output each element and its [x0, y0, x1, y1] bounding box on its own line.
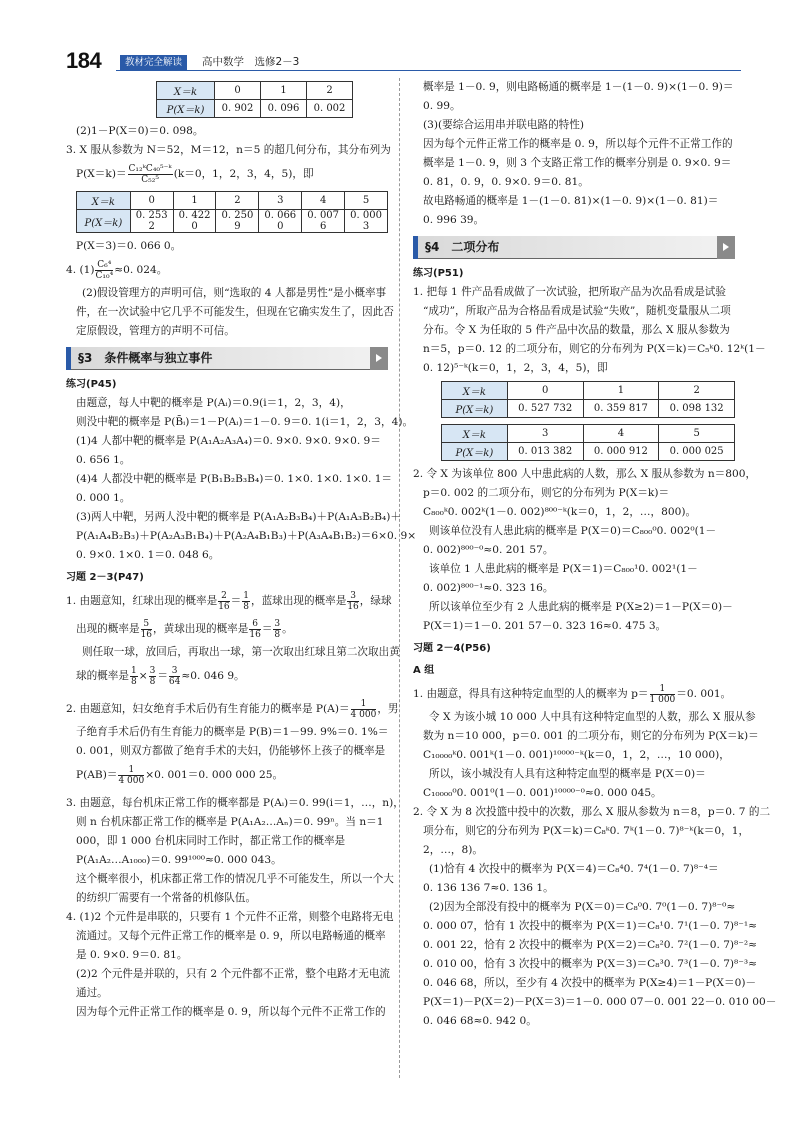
- distribution-table-a: [441, 381, 735, 418]
- text-line: 0. 000 07，恰有 1 次投中的概率为 P(X＝1)＝C₈¹0. 7¹(1－0. 7)⁸⁻¹≈: [423, 920, 758, 932]
- fraction-denominator: 4 000: [350, 709, 377, 720]
- text-span: ，绿球: [359, 595, 392, 607]
- fraction: [218, 591, 229, 612]
- text-line: 0. 000 1。: [76, 492, 131, 504]
- table-cell: 2: [307, 82, 353, 100]
- text-line: 通过。: [76, 987, 108, 999]
- fraction-numerator: 5: [141, 619, 152, 630]
- text-span: 1. 由题意，得具有这种特定血型的人的概率为 p＝: [413, 688, 649, 700]
- text-line: 0. 002)⁸⁰⁰⁻¹≈0. 323 16。: [423, 582, 554, 594]
- distribution-table-b: [441, 424, 735, 461]
- text-line: 0. 046 68，所以，至少有 4 次投中的概率为 P(X≥4)＝1－P(X＝0)－: [423, 977, 757, 989]
- table-row: [442, 382, 735, 400]
- fraction-numerator: 1: [351, 699, 377, 710]
- table-cell: 0. 066 0: [259, 210, 302, 233]
- text-line: 0. 001，则双方都做了绝育手术的夫妇，仍能够怀上孩子的概率是: [76, 745, 386, 757]
- text-line: (4)4 人都没中靶的概率是 P(B₁B₂B₃B₄)＝0. 1×0. 1×0. 1×0. 1＝: [76, 473, 393, 485]
- table-row: [442, 400, 735, 418]
- text-line: 0. 136 136 7≈0. 136 1。: [423, 882, 554, 894]
- formula-line: [66, 695, 399, 723]
- section-title: §4 二项分布: [425, 240, 500, 254]
- table-cell: 0. 007 6: [302, 210, 345, 233]
- table-row: [77, 210, 388, 233]
- table-cell: P(X＝k): [442, 443, 508, 461]
- fraction-denominator: 16: [218, 601, 230, 612]
- text-line: (2)假设管理方的声明可信，则“选取的 4 人都是男性”是小概率事: [82, 287, 387, 299]
- text-span: 1. 由题意知，红球出现的概率是: [66, 595, 218, 607]
- formula-line: [413, 680, 735, 708]
- text-line: P(A₁A₄B₂B₃)＋P(A₂A₃B₁B₄)＋P(A₂A₄B₁B₃)＋P(A₃A₄B₁B₂)＝6×0. 9×: [76, 530, 417, 542]
- section-bar: [413, 236, 418, 259]
- exercise-heading: 习题 2－3(P47): [66, 572, 144, 583]
- text-span: ≈0. 046 9。: [181, 670, 245, 682]
- table-cell: 5: [659, 425, 735, 443]
- fraction: [128, 164, 173, 185]
- text-line: C₁₀₀₀₀ᵏ0. 001ᵏ(1－0. 001)¹⁰⁰⁰⁰⁻ᵏ(k＝0，1，2，…，10 000)，: [423, 749, 730, 761]
- text-line: 因为每个元件正常工作的概率是 0. 9，所以每个元件不正常工作的: [76, 1006, 386, 1018]
- text-line: 令 X 为该小城 10 000 人中具有这种特定血型的人数，那么 X 服从参: [429, 711, 756, 723]
- text-line: (3)(要综合运用串并联电路的特性): [423, 119, 584, 131]
- table-cell: 5: [345, 192, 388, 210]
- text-line: 2，…，8)。: [423, 844, 483, 856]
- text-span: ＝: [157, 670, 168, 682]
- table-cell: 4: [583, 425, 659, 443]
- text-line: 项分布，则它的分布列为 P(X＝k)＝C₈ᵏ0. 7ᵏ(1－0. 7)⁸⁻ᵏ(k＝0，1，: [423, 825, 750, 837]
- text-line: 0. 656 1。: [76, 454, 131, 466]
- table-cell: 1: [173, 192, 216, 210]
- text-line: 分布。令 X 为任取的 5 件产品中次品的数量，那么 X 服从参数为: [423, 324, 730, 336]
- text-line: P(X＝1)＝1－0. 201 57－0. 323 16≈0. 475 3。: [423, 620, 667, 632]
- table-cell: 0. 359 817: [583, 400, 659, 418]
- text-span: ＝0. 001。: [676, 688, 732, 700]
- text-span: (k＝0，1，2，3，4，5)，即: [173, 168, 314, 180]
- section-heading-4: [413, 236, 735, 259]
- text-line: 0. 046 68≈0. 942 0。: [423, 1015, 537, 1027]
- text-line: 概率是 1－0. 9，则电路畅通的概率是 1－(1－0. 9)×(1－0. 9)＝: [423, 81, 734, 93]
- text-line: 则任取一球，放回后，再取出一球，第一次取出红球且第二次取出黄: [82, 646, 400, 658]
- distribution-table-2: [76, 191, 388, 233]
- text-line: 1. 把每 1 件产品看成做了一次试验，把所取产品为次品看成是试验: [413, 286, 726, 298]
- text-span: 球的概率是: [76, 670, 129, 682]
- table-cell: 0. 000 912: [583, 443, 659, 461]
- table-cell: 3: [507, 425, 583, 443]
- fraction-denominator: C₅₂⁵: [141, 174, 159, 185]
- text-line: (1)恰有 4 次投中的概率为 P(X＝4)＝C₈⁴0. 7⁴(1－0. 7)⁸⁻⁴＝: [429, 863, 719, 875]
- table-cell: 1: [583, 382, 659, 400]
- text-line: (3)两人中靶，另两人没中靶的概率是 P(A₁A₂B₃B₄)＋P(A₁A₃B₂B₄)＋: [76, 511, 401, 523]
- fraction-numerator: 2: [218, 591, 229, 602]
- distribution-table-1: [156, 81, 353, 118]
- text-span: ，蓝球出现的概率是: [250, 595, 347, 607]
- text-span: ，男: [377, 703, 399, 715]
- fraction-denominator: 8: [243, 601, 249, 612]
- fraction-numerator: 1: [118, 765, 144, 776]
- table-cell: X＝k: [442, 382, 508, 400]
- text-span: ＝: [261, 623, 273, 635]
- text-line: P(A₁A₂…A₁₀₀₀)＝0. 99¹⁰⁰⁰≈0. 000 043。: [76, 854, 282, 866]
- text-line: 件，在一次试验中它几乎不可能发生，但现在它确实发生了，因此否: [76, 306, 394, 318]
- table-cell: 0. 098 132: [659, 400, 735, 418]
- text-line: 则没中靶的概率是 P(B̄ᵢ)＝1－P(Aᵢ)＝1－0. 9＝0. 1(i＝1，2，3，4)。: [76, 416, 414, 428]
- table-cell: 0. 250 9: [216, 210, 259, 233]
- fraction-denominator: C₁₀⁴: [95, 270, 114, 281]
- fraction-numerator: C₆⁴: [97, 259, 112, 270]
- text-line: 0. 996 39。: [423, 214, 485, 226]
- fraction: [169, 666, 180, 687]
- text-line: 因为每个元件正常工作的概率是 0. 9，所以每个元件不正常工作的: [423, 138, 733, 150]
- page-number: 184: [66, 48, 102, 73]
- text-line: 则该单位没有人患此病的概率是 P(X＝0)＝C₈₀₀⁰0. 002⁰(1－: [429, 525, 717, 537]
- table-row: [157, 82, 353, 100]
- table-row: [442, 425, 735, 443]
- header-rule: [116, 70, 741, 71]
- fraction: [141, 619, 152, 640]
- table-row: [442, 443, 735, 461]
- text-span: 4. (1): [66, 264, 95, 276]
- fraction: [118, 765, 144, 786]
- table-cell: 0: [507, 382, 583, 400]
- text-span: 。: [282, 623, 293, 635]
- fraction-numerator: 3: [274, 618, 281, 629]
- table-row: [157, 100, 353, 118]
- text-line: 该单位 1 人患此病的概率是 P(X＝1)＝C₈₀₀¹0. 002¹(1－: [429, 563, 698, 575]
- text-line: 3. X 服从参数为 N＝52，M＝12，n＝5 的超几何分布，其分布列为: [66, 144, 391, 156]
- text-line: 3. 由题意，每台机床正常工作的概率都是 P(Aᵢ)＝0. 99(i＝1，…，n)，: [66, 797, 404, 809]
- fraction-denominator: 8: [149, 676, 156, 687]
- formula-line: [66, 761, 388, 789]
- fraction-denominator: 16: [140, 629, 153, 640]
- table-cell: 4: [302, 192, 345, 210]
- text-line: 2. 令 X 为 8 次投篮中投中的次数，那么 X 服从参数为 n＝8，p＝0. 7 的二: [413, 806, 771, 818]
- text-line: n＝5，p＝0. 12 的二项分布，则它的分布列为 P(X＝k)＝C₅ᵏ0. 12ᵏ(1－: [423, 343, 766, 355]
- arrow-icon: [370, 347, 388, 370]
- table-cell: 0. 013 382: [507, 443, 583, 461]
- text-span: ，黄球出现的概率是: [153, 623, 249, 635]
- text-line: “成功”，所取产品为合格品看成是试验“失败”，随机变量服从二项: [423, 305, 731, 317]
- arrow-icon: [717, 236, 735, 259]
- fraction-denominator: 8: [130, 676, 137, 687]
- fraction-denominator: 8: [274, 629, 281, 640]
- fraction: [351, 699, 377, 720]
- text-line: 4. (1)2 个元件是串联的，只要有 1 个元件不正常，则整个电路将无电: [66, 911, 394, 923]
- right-column: [413, 78, 777, 1031]
- formula-line: [66, 662, 388, 690]
- formula-line: [66, 160, 388, 188]
- text-line: (1)4 人都中靶的概率是 P(A₁A₂A₃A₄)＝0. 9×0. 9×0. 9×0. 9＝: [76, 435, 381, 447]
- section-title: §3 条件概率与独立事件: [78, 351, 213, 365]
- table-cell: X＝k: [442, 425, 508, 443]
- table-cell: 3: [259, 192, 302, 210]
- fraction: [95, 260, 113, 281]
- text-line: 概率是 1－0. 9，则 3 个支路正常工作的概率分别是 0. 9×0. 9＝: [423, 157, 732, 169]
- text-span: ≈0. 024。: [114, 264, 168, 276]
- text-line: 故电路畅通的概率是 1－(1－0. 81)×(1－0. 9)×(1－0. 81)＝: [423, 195, 719, 207]
- fraction: [149, 666, 157, 687]
- text-line: C₈₀₀ᵏ0. 002ᵏ(1－0. 002)⁸⁰⁰⁻ᵏ(k＝0，1，2，…，800)。: [423, 506, 697, 518]
- table-cell: 0: [130, 192, 173, 210]
- table-cell: P(X＝k): [157, 100, 215, 118]
- fraction-denominator: 64: [168, 676, 181, 687]
- group-heading: A 组: [413, 665, 435, 676]
- fraction: [249, 619, 260, 640]
- text-line: 2. 令 X 为该单位 800 人中患此病的人数，那么 X 服从参数为 n＝800，: [413, 468, 757, 480]
- text-line: 流通过。又每个元件正常工作的概率是 0. 9，所以电路畅通的概率: [76, 930, 386, 942]
- fraction-numerator: 1: [650, 684, 676, 695]
- left-column: [66, 78, 417, 1022]
- text-line: 所以该单位至少有 2 人患此病的概率是 P(X≥2)＝1－P(X＝0)－: [429, 601, 733, 613]
- fraction-numerator: 3: [347, 591, 358, 602]
- fraction: [347, 591, 358, 612]
- text-line: 0. 81，0. 9，0. 9×0. 9＝0. 81。: [423, 176, 589, 188]
- text-line: 0. 99。: [423, 100, 461, 112]
- text-span: P(X＝k)＝: [76, 168, 127, 180]
- fraction-numerator: 1: [130, 665, 137, 676]
- table-cell: 0: [215, 82, 261, 100]
- text-line: 定原假设，管理方的声明不可信。: [76, 325, 235, 337]
- table-cell: 0. 002: [307, 100, 353, 118]
- table-cell: X＝k: [157, 82, 215, 100]
- table-cell: P(X＝k): [442, 400, 508, 418]
- fraction-denominator: 4 000: [118, 775, 145, 786]
- text-line: C₁₀₀₀₀⁰0. 001⁰(1－0. 001)¹⁰⁰⁰⁰⁻⁰≈0. 000 045。: [423, 787, 662, 799]
- text-line: 0. 002)⁸⁰⁰⁻⁰≈0. 201 57。: [423, 544, 554, 556]
- fraction-denominator: 16: [347, 601, 359, 612]
- exercise-heading: 习题 2－4(P56): [413, 643, 491, 654]
- book-subtitle: 高中数学 选修2－3: [202, 56, 300, 68]
- formula-line: [66, 587, 392, 615]
- formula-line: [66, 615, 388, 643]
- table-cell: 0. 253 2: [130, 210, 173, 233]
- text-span: P(AB)＝: [76, 769, 118, 781]
- fraction: [242, 591, 250, 612]
- text-line: (2)1－P(X＝0)＝0. 098。: [76, 125, 204, 137]
- section-bar: [66, 347, 71, 370]
- page-header: [66, 50, 741, 72]
- table-row: [77, 192, 388, 210]
- text-line: 所以，该小城没有人具有这种特定血型的概率是 P(X＝0)＝: [429, 768, 706, 780]
- book-badge: 教材完全解读: [120, 55, 187, 70]
- exercise-heading: 练习(P45): [66, 379, 117, 390]
- formula-line: [66, 256, 388, 284]
- fraction: [650, 684, 676, 705]
- fraction-numerator: C₁₂ᵏC₄₀⁵⁻ᵏ: [128, 163, 172, 174]
- table-cell: 0. 000 025: [659, 443, 735, 461]
- table-cell: 2: [216, 192, 259, 210]
- text-line: 000，即 1 000 台机床同时工作时，都正常工作的概率是: [76, 835, 346, 847]
- text-line: 0. 001 22，恰有 2 次投中的概率为 P(X＝2)＝C₈²0. 7²(1－0. 7)⁸⁻²≈: [423, 939, 758, 951]
- text-line: 则 n 台机床都正常工作的概率是 P(A₁A₂…Aₙ)＝0. 99ⁿ。当 n＝1: [76, 816, 384, 828]
- text-span: 出现的概率是: [76, 623, 140, 635]
- text-line: 由题意，每人中靶的概率是 P(Aᵢ)＝0.9(i＝1，2，3，4)，: [76, 397, 351, 409]
- fraction-denominator: 16: [249, 629, 261, 640]
- table-cell: X＝k: [77, 192, 131, 210]
- table-cell: 0. 422 0: [173, 210, 216, 233]
- table-cell: 0. 000 3: [345, 210, 388, 233]
- fraction-denominator: 1 000: [649, 694, 676, 705]
- text-span: ×: [138, 670, 148, 682]
- fraction-numerator: 1: [243, 590, 249, 601]
- text-line: 0. 010 00，恰有 3 次投中的概率为 P(X＝3)＝C₈³0. 7³(1－0. 7)⁸⁻³≈: [423, 958, 758, 970]
- text-line: P(X＝1)－P(X＝2)－P(X＝3)＝1－0. 000 07－0. 001 22－0. 010 00－: [423, 996, 777, 1008]
- text-line: 的纺织厂需要有一个常备的机修队伍。: [76, 892, 257, 904]
- text-line: (2)因为全部没有投中的概率为 P(X＝0)＝C₈⁰0. 7⁰(1－0. 7)⁸⁻⁰≈: [429, 901, 736, 913]
- text-span: ×0. 001＝0. 000 000 25。: [145, 769, 284, 781]
- section-heading-3: [66, 347, 388, 370]
- text-line: 这个概率很小，机床都正常工作的情况几乎不可能发生，所以一个大: [76, 873, 394, 885]
- fraction-numerator: 6: [249, 619, 260, 630]
- fraction-numerator: 3: [149, 665, 156, 676]
- table-cell: 0. 527 732: [507, 400, 583, 418]
- text-line: 0. 9×0. 1×0. 1＝0. 048 6。: [76, 549, 220, 561]
- text-line: 数为 n＝10 000，p＝0. 001 的二项分布，则它的分布列为 P(X＝k)＝: [423, 730, 759, 742]
- table-cell: 0. 096: [261, 100, 307, 118]
- text-span: ＝: [230, 595, 242, 607]
- exercise-heading: 练习(P51): [413, 268, 464, 279]
- text-line: P(X＝3)＝0. 066 0。: [76, 240, 182, 252]
- fraction: [130, 666, 138, 687]
- column-divider: [399, 78, 400, 1078]
- text-line: (2)2 个元件是并联的，只有 2 个元件都不正常，整个电路才无电流: [76, 968, 391, 980]
- text-line: 0. 12)⁵⁻ᵏ(k＝0，1，2，3，4，5)，即: [423, 362, 608, 374]
- table-cell: P(X＝k): [77, 210, 131, 233]
- table-cell: 1: [261, 82, 307, 100]
- table-cell: 2: [659, 382, 735, 400]
- text-span: 2. 由题意知，妇女绝育手术后仍有生育能力的概率是 P(A)＝: [66, 703, 350, 715]
- fraction-numerator: 3: [169, 666, 180, 677]
- table-cell: 0. 902: [215, 100, 261, 118]
- text-line: 子绝育手术后仍有生育能力的概率是 P(B)＝1－99. 9%＝0. 1%＝: [76, 726, 389, 738]
- text-line: 是 0. 9×0. 9＝0. 81。: [76, 949, 188, 961]
- text-line: p＝0. 002 的二项分布，则它的分布列为 P(X＝k)＝: [423, 487, 670, 499]
- fraction: [273, 619, 281, 640]
